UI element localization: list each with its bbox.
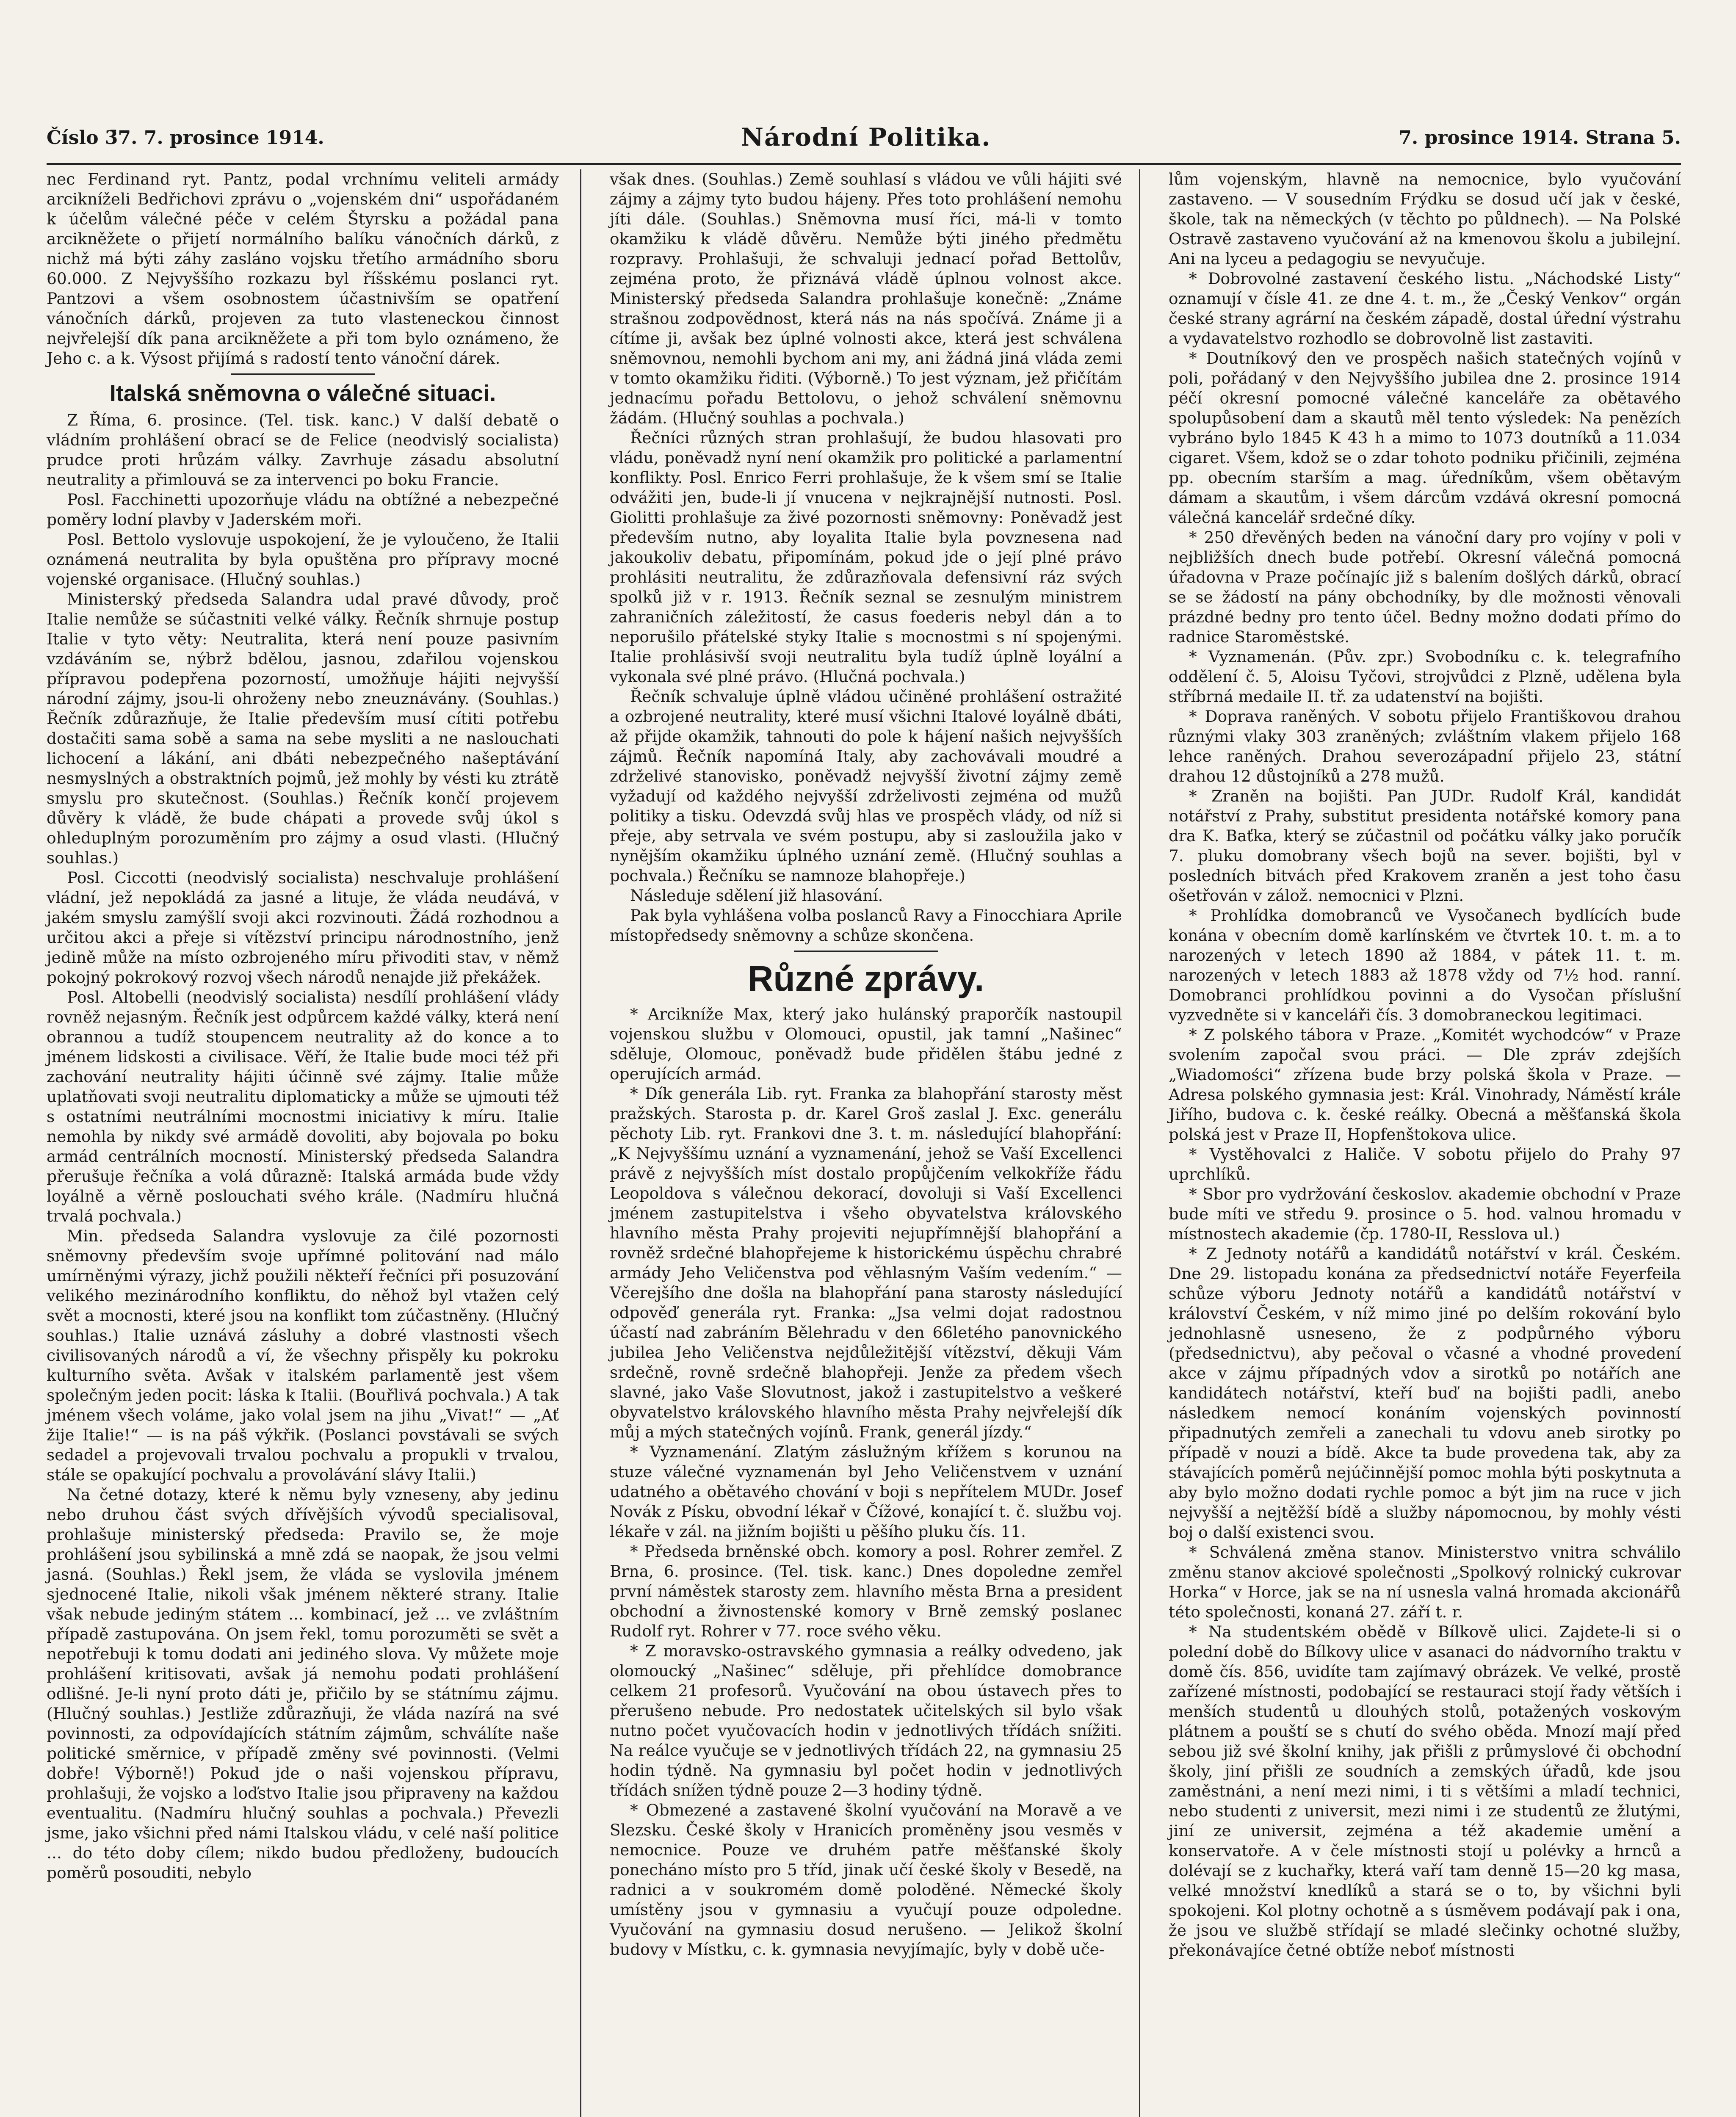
article-paragraph: však dnes. (Souhlas.) Země souhlasí s vládou ve vůli hájiti své zájmy a zájmy tyto budou hájeny. Přes toto prohlášení nemohu jíti dále. (Souhlas.) Sněmovna musí říci, má-li v tomto okamžiku k vládě důvěru. Nemůže býti jiného předmětu rozpravy. Prohlašuji, že schvaluji jednací pořad Bettolův, zejména proto, že přiznává vládě úplnou volnost akce. Ministerský předseda Salandra prohlašuje konečně: „Známe strašnou zodpovědnost, která nás na nás spočívá. Známe ji a cítíme ji, avšak bez úplné volnosti akce, která jest schválena sněmovnou, nemohli bychom ani my, ani žádná jiná vláda zemi v tomto okamžiku řiditi. (Výborně.) To jest význam, jež přičítám jednacímu pořadu Bettolovu, o jehož schválení sněmovnu žádám. (Hlučný souhlas a pochvala.) xyxy=(610,170,1122,427)
column-divider xyxy=(1139,169,1140,2117)
news-item: * Z polského tábora v Praze. „Komitét wychodców“ v Praze svolením započal svou práci. — Dle zpráv zdejších „Wiadomości“ zřízena bude brzy polská škola v Praze. — Adresa polského gymnasia jest: Král. Vinohrady, Náměstí krále Jiřího, budova c. k. české reálky. Obecná a měšťanská škola polská jest v Praze II, Hopfenštokova ulice. xyxy=(1169,1025,1681,1144)
article-paragraph: Min. předseda Salandra vyslovuje za čilé pozornosti sněmovny především svoje upřímné politování nad málo umírněnými výrazy, jichž použili někteří řečníci při posuzování velikého mezinárodního konfliktu, do něhož byl vtažen celý svět a mocnosti, které jsou na konflikt tom zúčastněny. (Hlučný souhlas.) Italie uznává zásluhy a dobré vlastnosti všech civilisovaných národů a ví, že všechny přispěly ku pokroku kulturního světa. Avšak v italském parlamentě jest všem společným jeden pocit: láska k Italii. (Bouřlivá pochvala.) A tak jménem všech voláme, jako volal jsem na jihu „Vivat!“ — „Ať žije Italie!“ — is na páš výkřik. (Poslanci povstávali se svých sedadel a projevovali trvalou pochvalu a propukli v trvalou, stále se opakující pochvalu a provolávání slávy Italii.) xyxy=(47,1227,559,1484)
separator-rule xyxy=(231,373,375,375)
column-divider xyxy=(580,169,581,2117)
separator-rule xyxy=(794,951,938,952)
news-item: * Vyznamenán. (Pův. zpr.) Svobodníku c. k. telegrafního oddělení č. 5, Aloisu Tyčovi, strojvůdci z Plzně, udělena byla stříbrná medaile II. tř. za udatenství na bojišti. xyxy=(1169,647,1681,706)
column-1 xyxy=(47,169,559,1883)
article-paragraph: Řečník schvaluje úplně vládou učiněné prohlášení ostražité a ozbrojené neutrality, které musí všichni Italové loyálně dbáti, až přijde okamžik, tahnouti do pole k hájení našich nejvyšších zájmů. Řečník napomíná Italy, aby zachovávali moudré a zdrželivé stanovisko, poněvadž nejvyšší životní zájmy země vyžadují od každého nejvyšší zdrželivosti zejména od mužů politiky a tisku. Odevzdá svůj hlas ve prospěch vlády, od níž si přeje, aby setrvala ve svém postupu, aby si zasloužila jako v nynějším okamžiku úplného uznání země. (Hlučný souhlas a pochvala.) Řečníku se namnoze blahopřeje.) xyxy=(610,687,1122,885)
date-page-number: 7. prosince 1914. Strana 5. xyxy=(1399,127,1681,149)
news-item: lům vojenským, hlavně na nemocnice, bylo vyučování zastaveno. — V sousedním Frýdku se dosud učí jak v české, škole, tak na německých (v těchto po půldnech). — Na Polské Ostravě zastaveno vyučování až na kmenovou školu a jubilejní. Ani na lyceu a pedagogiu se nevyučuje. xyxy=(1169,170,1681,268)
news-item: * Z Jednoty notářů a kandidátů notářství v král. Českém. Dne 29. listopadu konána za předsednictví notáře Feyerfeila schůze výboru Jednoty notářů a kandidátů notářství v království Českém, v níž mimo jiné po delším rokování bylo jednohlasně usneseno, že z podpůrného výboru (předsednictvu), aby pečoval o včasné a vhodné provedení akce v zájmu případných vdov a sirotků po notářích ane kandidátech notářství, kteří buď na bojišti padli, anebo následkem nemocí konáním vojenských povinností připadnutých zemřeli a zanechali tu vdovu aneb sirotky po případě v nouzi a bídě. Akce ta bude provedena tak, aby za stávajících poměrů nejúčinnější pomoc mohla býti poskytnuta a aby bylo možno dodati rychle pomoc a být jim na ruce v jich nejvyšší a nejtěžší bídě a služby nápomocnou, by mohly vésti boj o další existenci svou. xyxy=(1169,1244,1681,1542)
article-heading: Italská sněmovna o válečné situaci. xyxy=(109,381,496,406)
news-item: * Vystěhovalci z Haliče. V sobotu přijelo do Prahy 97 uprchlíků. xyxy=(1169,1145,1681,1183)
news-item: * 250 dřevěných beden na vánoční dary pro vojíny v poli v nejbližších dnech bude potřebí. Okresní válečná pomocná úřadovna v Praze počínajíc již s balením došlých dárků, obrací se se žádostí na pány obchodníky, by dle možnosti věnovali prázdné bedny pro tento účel. Bedny možno dodati přímo do radnice Staroměstské. xyxy=(1169,528,1681,646)
section-heading: Různé zprávy. xyxy=(747,959,984,998)
news-item: * Prohlídka domobranců ve Vysočanech bydlících bude konána v obecním domě karlínském ve čtvrtek 10. t. m. a to narozených v letech 1890 až 1884, v pátek 11. t. m. narozených v letech 1883 až 1878 vždy od 7½ hod. ranní. Domobranci prohlídkou povinni a do Vysočan příslušní vyzvedněte si v kanceláři čís. 3 domobraneckou legitimaci. xyxy=(1169,906,1681,1024)
news-item: * Vyznamenání. Zlatým záslužným křížem s korunou na stuze válečné vyznamenán byl Jeho Veličenstvem v uznání udatného a obětavého chování v boji s nepřítelem MUDr. Josef Novák z Písku, obvodní lékař v Čížové, konající t. č. službu voj. lékaře v zál. na jižním bojišti u pěšího pluku čís. 11. xyxy=(610,1443,1122,1541)
header-rule xyxy=(47,163,1681,165)
column-2 xyxy=(610,169,1122,1959)
issue-number-date: Číslo 3̄7. 7. prosince 1914. xyxy=(47,127,324,149)
article-paragraph: Ministerský předseda Salandra udal pravé důvody, proč Italie nemůže se súčastniti velké války. Řečník shrnuje postup Italie v tyto věty: Neutralita, která není pouze pasivním vzdáváním se, nýbrž bdělou, jasnou, zdařilou vojenskou přípravou podepřena pozorností, umožňuje hájiti nejvyšší národní zájmy, jsou-li ohroženy nebo zneuznávány. (Souhlas.) Řečník zdůrazňuje, že Italie především musí cítiti potřebu dostačiti sama sobě a sama na sebe mysliti a ne naslouchati lichocení a lákání, ani dbáti nebezpečného našeptávání nesmyslných a obstraktních pojmů, jež mohly by vésti ku ztrátě smyslu pro skutečnost. (Souhlas.) Řečník končí projevem důvěry k vládě, že bude chápati a provede svůj úkol s ohleduplným porozuměním pro zájmy a osud vlasti. (Hlučný souhlas.) xyxy=(47,590,559,867)
article-paragraph: nec Ferdinand ryt. Pantz, podal vrchnímu veliteli armády arcikníželi Bedřichovi zprávu o „vojenském dni“ uspořádaném k účelům válečné péče v celém Štyrsku a požádal pana arcikněžete o přijetí normálního balíku vánočních dárků, z nichž má býti záhy zasláno vojsku třetího armádního sboru 60.000. Z Nejvyššího rozkazu byl říšskému poslanci ryt. Pantzovi a všem osobnostem účastnivším se opatření vánočních dárků, projeven za tuto vlasteneckou činnost nejvřelejší dík pana arcikněžete a při tom bylo oznámeno, že Jeho c. a k. Výsost přijímá s radostí tento vánoční dárek. xyxy=(47,170,559,368)
article-paragraph: Posl. Facchinetti upozorňuje vládu na obtížné a nebezpečné poměry lodní plavby v Jaderském moři. xyxy=(47,490,559,529)
article-paragraph: Posl. Ciccotti (neodvislý socialista) neschvaluje prohlášení vládní, jež nepokládá za jasné a lituje, že vláda neudává, v jakém smyslu zamýšlí svoji akci rozvinouti. Žádá rozhodnou a určitou akci a přeje si vítězství principu národnostního, jenž jedině může na místo ozbrojeného míru přivoditi stav, v němž pokojný pokrokový rozvoj všech národů nenajde již překážek. xyxy=(47,868,559,987)
news-item: * Sbor pro vydržování českoslov. akademie obchodní v Praze bude míti ve středu 9. prosince o 5. hod. valnou hromadu v místnostech akademie (čp. 1780-II, Resslova ul.) xyxy=(1169,1185,1681,1243)
article-paragraph: Posl. Altobelli (neodvislý socialista) nesdílí prohlášení vlády rovněž nejasným. Řečník jest odpůrcem každé války, která není obrannou a tudíž stoupencem neutrality až do konce a to jménem lidskosti a civilisace. Věří, že Italie bude moci též při zachování neutrality hájiti účinně své zájmy. Italie může uplatňovati svoji neutralitu diplomaticky a může se ujmouti též s ostatními neutrálními mocnostmi iniciativy k míru. Italie nemohla by nikdy své armádě dovoliti, aby bojovala po boku armád centrálních mocností. Ministerský předseda Salandra přerušuje řečníka a volá důrazně: Italská armáda bude vždy loyálně a věrně poslouchati svého krále. (Nadmíru hlučná trvalá pochvala.) xyxy=(47,988,559,1225)
column-3 xyxy=(1169,169,1681,1960)
page-header xyxy=(47,119,1681,157)
news-item: * Zraněn na bojišti. Pan JUDr. Rudolf Král, kandidát notářství z Prahy, substitut presidenta notářské komory pana dra K. Baťka, který se zúčastnil od počátku války jako poručík 7. pluku domobrany všech bojů na sever. bojišti, byl v posledních bitvách před Krakovem zraněn a jest toho času ošetřován v zálož. nemocnici v Plzni. xyxy=(1169,787,1681,905)
article-paragraph: Následuje sdělení již hlasování. xyxy=(630,886,883,905)
article-paragraph: Posl. Bettolo vyslovuje uspokojení, že je vyloučeno, že Italii oznámená neutralita by byla opuštěna pro přípravy mocné vojenské organisace. (Hlučný souhlas.) xyxy=(47,530,559,589)
news-item: * Dík generála Lib. ryt. Franka za blahopřání starosty měst pražských. Starosta p. dr. Karel Groš zaslal J. Exc. generálu pěchoty Lib. ryt. Frankovi dne 3. t. m. následující blahopřání: „K Nejvyššímu uznání a vyznamenání, jehož se Vaší Excellenci právě z nejvyšších míst dostalo propůjčením velkokříže řádu Leopoldova s válečnou dekorací, dovoluji si Vaší Excellenci jménem zastupitelstva i všeho obyvatelstva královského hlavního města Prahy projeviti nejupřímnější blahopřání a rovněž srdečné blahopřejeme k historickému úspěchu chrabré armády Jeho Veličenstva pod věhlasným Vaším vedením.“ — Včerejšího dne došla na blahopřání pana starosty následující odpověď generála ryt. Franka: „Jsa velmi dojat radostnou účastí nad zabráním Bělehradu v den 66letého panovnického jubilea Jeho Veličenstva nejdůležitější vítězství, děkuji Vám srdečně, rovně srdečně blahopřeji. Jenže za předem všech slavné, jako Vaše Slovutnost, jakož i zastupitelstvo a veškeré obyvatelstvo královského hlavního města Prahy nejvřelejší dík můj a mých statečných vojínů. Frank, generál jízdy.“ xyxy=(610,1084,1122,1441)
article-paragraph: Pak byla vyhlášena volba poslanců Ravy a Finocchiara Aprile místopředsedy sněmovny a schůze skončena. xyxy=(610,906,1122,945)
article-paragraph: Na četné dotazy, které k němu byly vzneseny, aby jedinu nebo druhou část svých dřívějších vývodů specialisoval, prohlašuje ministerský předseda: Pravilo se, že moje prohlášení jsou sybilinská a mně zdá se naopak, že jsou velmi jasná. (Souhlas.) Řekl jsem, že vláda se vyslovila jménem sjednocené Italie, nikoli však jménem některé strany. Italie však nebude jediným státem ... kombinací, jež ... ve zvláštním případě zastupována. On jsem řekl, tomu porozuměti se svět a nepotřebuji k tomu dodati ani jediného slova. Vy můžete moje prohlášení kritisovati, avšak já nemohu podati prohlášení odlišné. Je-li nyní proto dáti je, přičilo by se státnímu zájmu. (Hlučný souhlas.) Jestliže zdůrazňuji, že vláda nazírá na své povinnosti, za odpovídajících státním zájmům, schválíte naše politické směrnice, v případě změny své povinnosti. (Velmi dobře! Výborně!) Pokud jde o naši vojenskou přípravu, prohlašuji, že vojsko a loďstvo Italie jsou připraveny na každou eventualitu. (Nadmíru hlučný souhlas a pochvala.) Převezli jsme, jako všichni před námi Italskou vládu, v celé naší politice ... do této doby cílem; nikdo budou předloženy, budoucích poměrů posouditi, nebylo xyxy=(47,1485,559,1882)
news-item: * Předseda brněnské obch. komory a posl. Rohrer zemřel. Z Brna, 6. prosince. (Tel. tisk. kanc.) Dnes dopoledne zemřel první náměstek starosty zem. hlavního města Brna a president obchodní a živnostenské komory v Brně zemský poslanec Rudolf ryt. Rohrer v 77. roce svého věku. xyxy=(610,1542,1122,1640)
news-item: * Doprava raněných. V sobotu přijelo Františkovou drahou různými vlaky 303 zraněných; zvláštním vlakem přijelo 168 lehce raněných. Drahou severozápadní přijelo 23, státní drahou 12 důstojníků a 278 mužů. xyxy=(1169,707,1681,785)
article-paragraph: Z Říma, 6. prosince. (Tel. tisk. kanc.) V další debatě o vládním prohlášení obrací se de Felice (neodvislý socialista) prudce proti hrůzám války. Zavrhuje zásadu absolutní neutrality a přimlouvá se za intervenci po boku Francie. xyxy=(47,411,559,489)
article-paragraph: Řečníci různých stran prohlašují, že budou hlasovati pro vládu, poněvadž nyní není okamžik pro politické a parlamentní konflikty. Posl. Enrico Ferri prohlašuje, že k všem smí se Italie odvážiti jen, bude-li jí vnucena v nejkrajnější nutnosti. Posl. Giolitti prohlašuje za živé pozornosti sněmovny: Poněvadž jest především nutno, aby loyalita Italie byla povznesena nad jakoukoliv debatu, připomínám, pokud jde o její plné právo prohlásiti neutralitu, že zdůrazňovala defensivní ráz svých spolků již v r. 1913. Řečník seznal se zesnulým ministrem zahraničních záležitostí, že casus foederis nebyl dán a to neporušilo přátelské styky Italie s mocnostmi s ní spojenými. Italie prohlásivší svoji neutralitu byla tudíž úplně loyální a vykonala své plné právo. (Hlučná pochvala.) xyxy=(610,428,1122,686)
news-item: * Arcikníže Max, který jako hulánský praporčík nastoupil vojenskou službu v Olomouci, opustil, jak tamní „Našinec“ sděluje, Olomouc, poněvadž bude přidělen štábu jedné z operujících armád. xyxy=(610,1005,1122,1083)
news-item: * Z moravsko-ostravského gymnasia a reálky odvedeno, jak olomoucký „Našinec“ sděluje, při přehlídce domobrance celkem 21 profesorů. Vyučování na obou ústavech přes to přerušeno nebude. Pro nedostatek učitelských sil bylo však nutno počet vyučovacích hodin v jednotlivých třídách snížiti. Na reálce vyučuje se v jednotlivých třídách 22, na gymnasiu 25 hodin týdně. Na gymnasiu byl počet hodin v jednotlivých třídách snížen týdně pouze 2—3 hodiny týdně. xyxy=(610,1642,1122,1799)
news-item: * Na studentském obědě v Bílkově ulici. Zajdete-li si o polední době do Bílkovy ulice v asanaci do nádvorního traktu v domě čís. 856, uvidíte tam zajímavý obrázek. Ve velké, prostě zařízené místnosti, podobající se restauraci stojí řady větších i menších studentů u dlouhých stolů, potažených voskovým plátnem a pouští se s chutí do svého oběda. Mnozí mají před sebou již své školní knihy, jak přišli z průmyslové či obchodní školy, jiní přišli ze soudních a zemských úřadů, kde jsou zaměstnáni, a není mezi nimi, i ti s většími a mladí technici, nebo studenti z universit, mezi nimi i ze studentů ze žlutými, jiní ze universit, zejména a též akademie umění a konservatoře. A v čele místnosti stojí u polévky a hrnců a dolévají se z kuchařky, která vaří tam denně 15—20 kg masa, velké množství knedlíků a stará se o to, by všichni byli spokojeni. Kol plotny ochotně a s úsměvem podávají pak i ona, že jsou ve službě střídají se mladé slečinky ochotné služby, překonávajíce četné obtíže neboť místnosti xyxy=(1169,1622,1681,1959)
news-item: * Schválená změna stanov. Ministerstvo vnitra schválilo změnu stanov akciové společnosti „Spolkový rolnický cukrovar Horka“ v Horce, jak se na ní usnesla valná hromada akcionářů této společnosti, konaná 27. září t. r. xyxy=(1169,1543,1681,1621)
masthead-title: Národní Politika. xyxy=(741,123,991,152)
news-item: * Dobrovolné zastavení českého listu. „Náchodské Listy“ oznamují v čísle 41. ze dne 4. t. m., že „Český Venkov“ orgán české strany agrární na českém západě, dostal úřední výstrahu a vydavatelstvo rozhodlo se dobrovolně list zastaviti. xyxy=(1169,269,1681,348)
news-item: * Obmezené a zastavené školní vyučování na Moravě a ve Slezsku. České školy v Hranicích proměněny jsou vesměs v nemocnice. Pouze ve druhém patře měšťanské školy ponecháno místo pro 5 tříd, jinak učí české školy v Besedě, na radnici a v soukromém domě poloděné. Německé školy umístěny jsou v gymnasiu a vyučují pouze odpoledne. Vyučování na gymnasiu dosud nerušeno. — Jelikož školní budovy v Místku, c. k. gymnasia nevyjímajíc, byly v době uče- xyxy=(610,1801,1122,1959)
news-item: * Doutníkový den ve prospěch našich statečných vojínů v poli, pořádaný v den Nejvyššího jubilea dne 2. prosince 1914 péčí okresní pomocné válečné kanceláře za obětavého spolupůsobení dam a skautů měl tento výsledek: Na penězích vybráno bylo 1845 K 43 h a mimo to 1073 doutníků a 11.034 cigaret. Všem, kdož se o zdar tohoto podniku přičinili, zejména pp. obecním starším a mag. úředníkům, všem obětavým dámam a skautům, i všem dárcům vzdává okresní pomocná válečná kancelář srdečné díky. xyxy=(1169,349,1681,527)
